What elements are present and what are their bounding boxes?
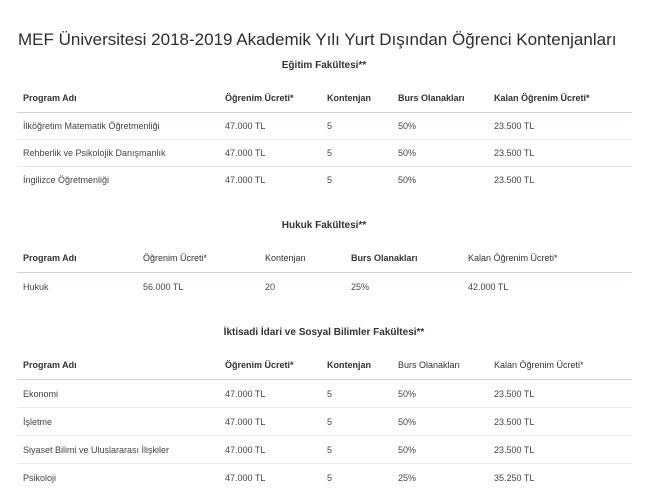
header-fee: Öğrenim Ücreti* [137, 244, 259, 273]
header-quota: Kontenjan [321, 351, 392, 380]
page-title: MEF Üniversitesi 2018-2019 Akademik Yılı Yurt Dışından Öğrenci Kontenjanları [18, 30, 616, 50]
cell-fee: 47.000 TL [219, 113, 321, 140]
table-row [17, 113, 632, 140]
cell-quota: 5 [321, 140, 392, 167]
cell-quota: 5 [321, 464, 392, 491]
table-header-row [17, 351, 632, 380]
header-scholarship: Burs Olanakları [345, 244, 462, 273]
cell-program: İlköğretim Matematik Öğretmenliği [17, 113, 219, 140]
cell-remaining-fee: 23.500 TL [488, 380, 632, 408]
header-program: Program Adı [17, 244, 137, 273]
cell-remaining-fee: 42.000 TL [462, 273, 632, 302]
cell-program: İngilizce Öğretmenliği [17, 167, 219, 194]
cell-fee: 47.000 TL [219, 140, 321, 167]
table-row [17, 273, 632, 302]
table-header-row [17, 244, 632, 273]
cell-quota: 5 [321, 167, 392, 194]
cell-program: Ekonomi [17, 380, 219, 408]
table-row [17, 436, 632, 464]
cell-quota: 5 [321, 113, 392, 140]
cell-remaining-fee: 23.500 TL [488, 408, 632, 436]
cell-remaining-fee: 23.500 TL [488, 167, 632, 194]
table-header-row [17, 84, 632, 113]
cell-quota: 5 [321, 380, 392, 408]
cell-quota: 5 [321, 436, 392, 464]
cell-scholarship: 50% [392, 380, 488, 408]
table-row [17, 167, 632, 194]
cell-remaining-fee: 35.250 TL [488, 464, 632, 491]
header-quota: Kontenjan [321, 84, 392, 113]
table-row [17, 140, 632, 167]
cell-fee: 47.000 TL [219, 464, 321, 491]
cell-fee: 56.000 TL [137, 273, 259, 302]
header-fee: Öğrenim Ücreti* [219, 351, 321, 380]
cell-scholarship: 50% [392, 167, 488, 194]
section-title-egitim: Eğitim Fakültesi** [0, 60, 648, 71]
table-row [17, 380, 632, 408]
header-remaining-fee: Kalan Öğrenim Ücreti* [488, 84, 632, 113]
cell-scholarship: 25% [345, 273, 462, 302]
table-hukuk [17, 244, 632, 301]
table-egitim [17, 84, 632, 193]
header-scholarship: Burs Olanakları [392, 84, 488, 113]
section-title-hukuk: Hukuk Fakültesi** [0, 220, 648, 231]
cell-fee: 47.000 TL [219, 167, 321, 194]
cell-remaining-fee: 23.500 TL [488, 436, 632, 464]
cell-fee: 47.000 TL [219, 380, 321, 408]
header-remaining-fee: Kalan Öğrenim Ücreti* [488, 351, 632, 380]
cell-quota: 20 [259, 273, 345, 302]
header-program: Program Adı [17, 351, 219, 380]
cell-remaining-fee: 23.500 TL [488, 140, 632, 167]
cell-scholarship: 25% [392, 464, 488, 491]
cell-scholarship: 50% [392, 436, 488, 464]
cell-remaining-fee: 23.500 TL [488, 113, 632, 140]
cell-scholarship: 50% [392, 408, 488, 436]
header-scholarship: Burs Olanakları [392, 351, 488, 380]
header-quota: Kontenjan [259, 244, 345, 273]
table-row [17, 464, 632, 491]
cell-program: Psikoloji [17, 464, 219, 491]
cell-scholarship: 50% [392, 140, 488, 167]
header-program: Program Adı [17, 84, 219, 113]
table-iktisadi [17, 351, 632, 491]
cell-program: Hukuk [17, 273, 137, 302]
table-row [17, 408, 632, 436]
cell-fee: 47.000 TL [219, 436, 321, 464]
section-title-iktisadi: İktisadi İdari ve Sosyal Bilimler Fakültesi** [0, 327, 648, 338]
header-remaining-fee: Kalan Öğrenim Ücreti* [462, 244, 632, 273]
cell-quota: 5 [321, 408, 392, 436]
cell-program: Siyaset Bilimi ve Uluslararası İlişkiler [17, 436, 219, 464]
cell-scholarship: 50% [392, 113, 488, 140]
cell-program: İşletme [17, 408, 219, 436]
header-fee: Öğrenim Ücreti* [219, 84, 321, 113]
cell-fee: 47.000 TL [219, 408, 321, 436]
cell-program: Rehberlik ve Psikolojik Danışmanlık [17, 140, 219, 167]
